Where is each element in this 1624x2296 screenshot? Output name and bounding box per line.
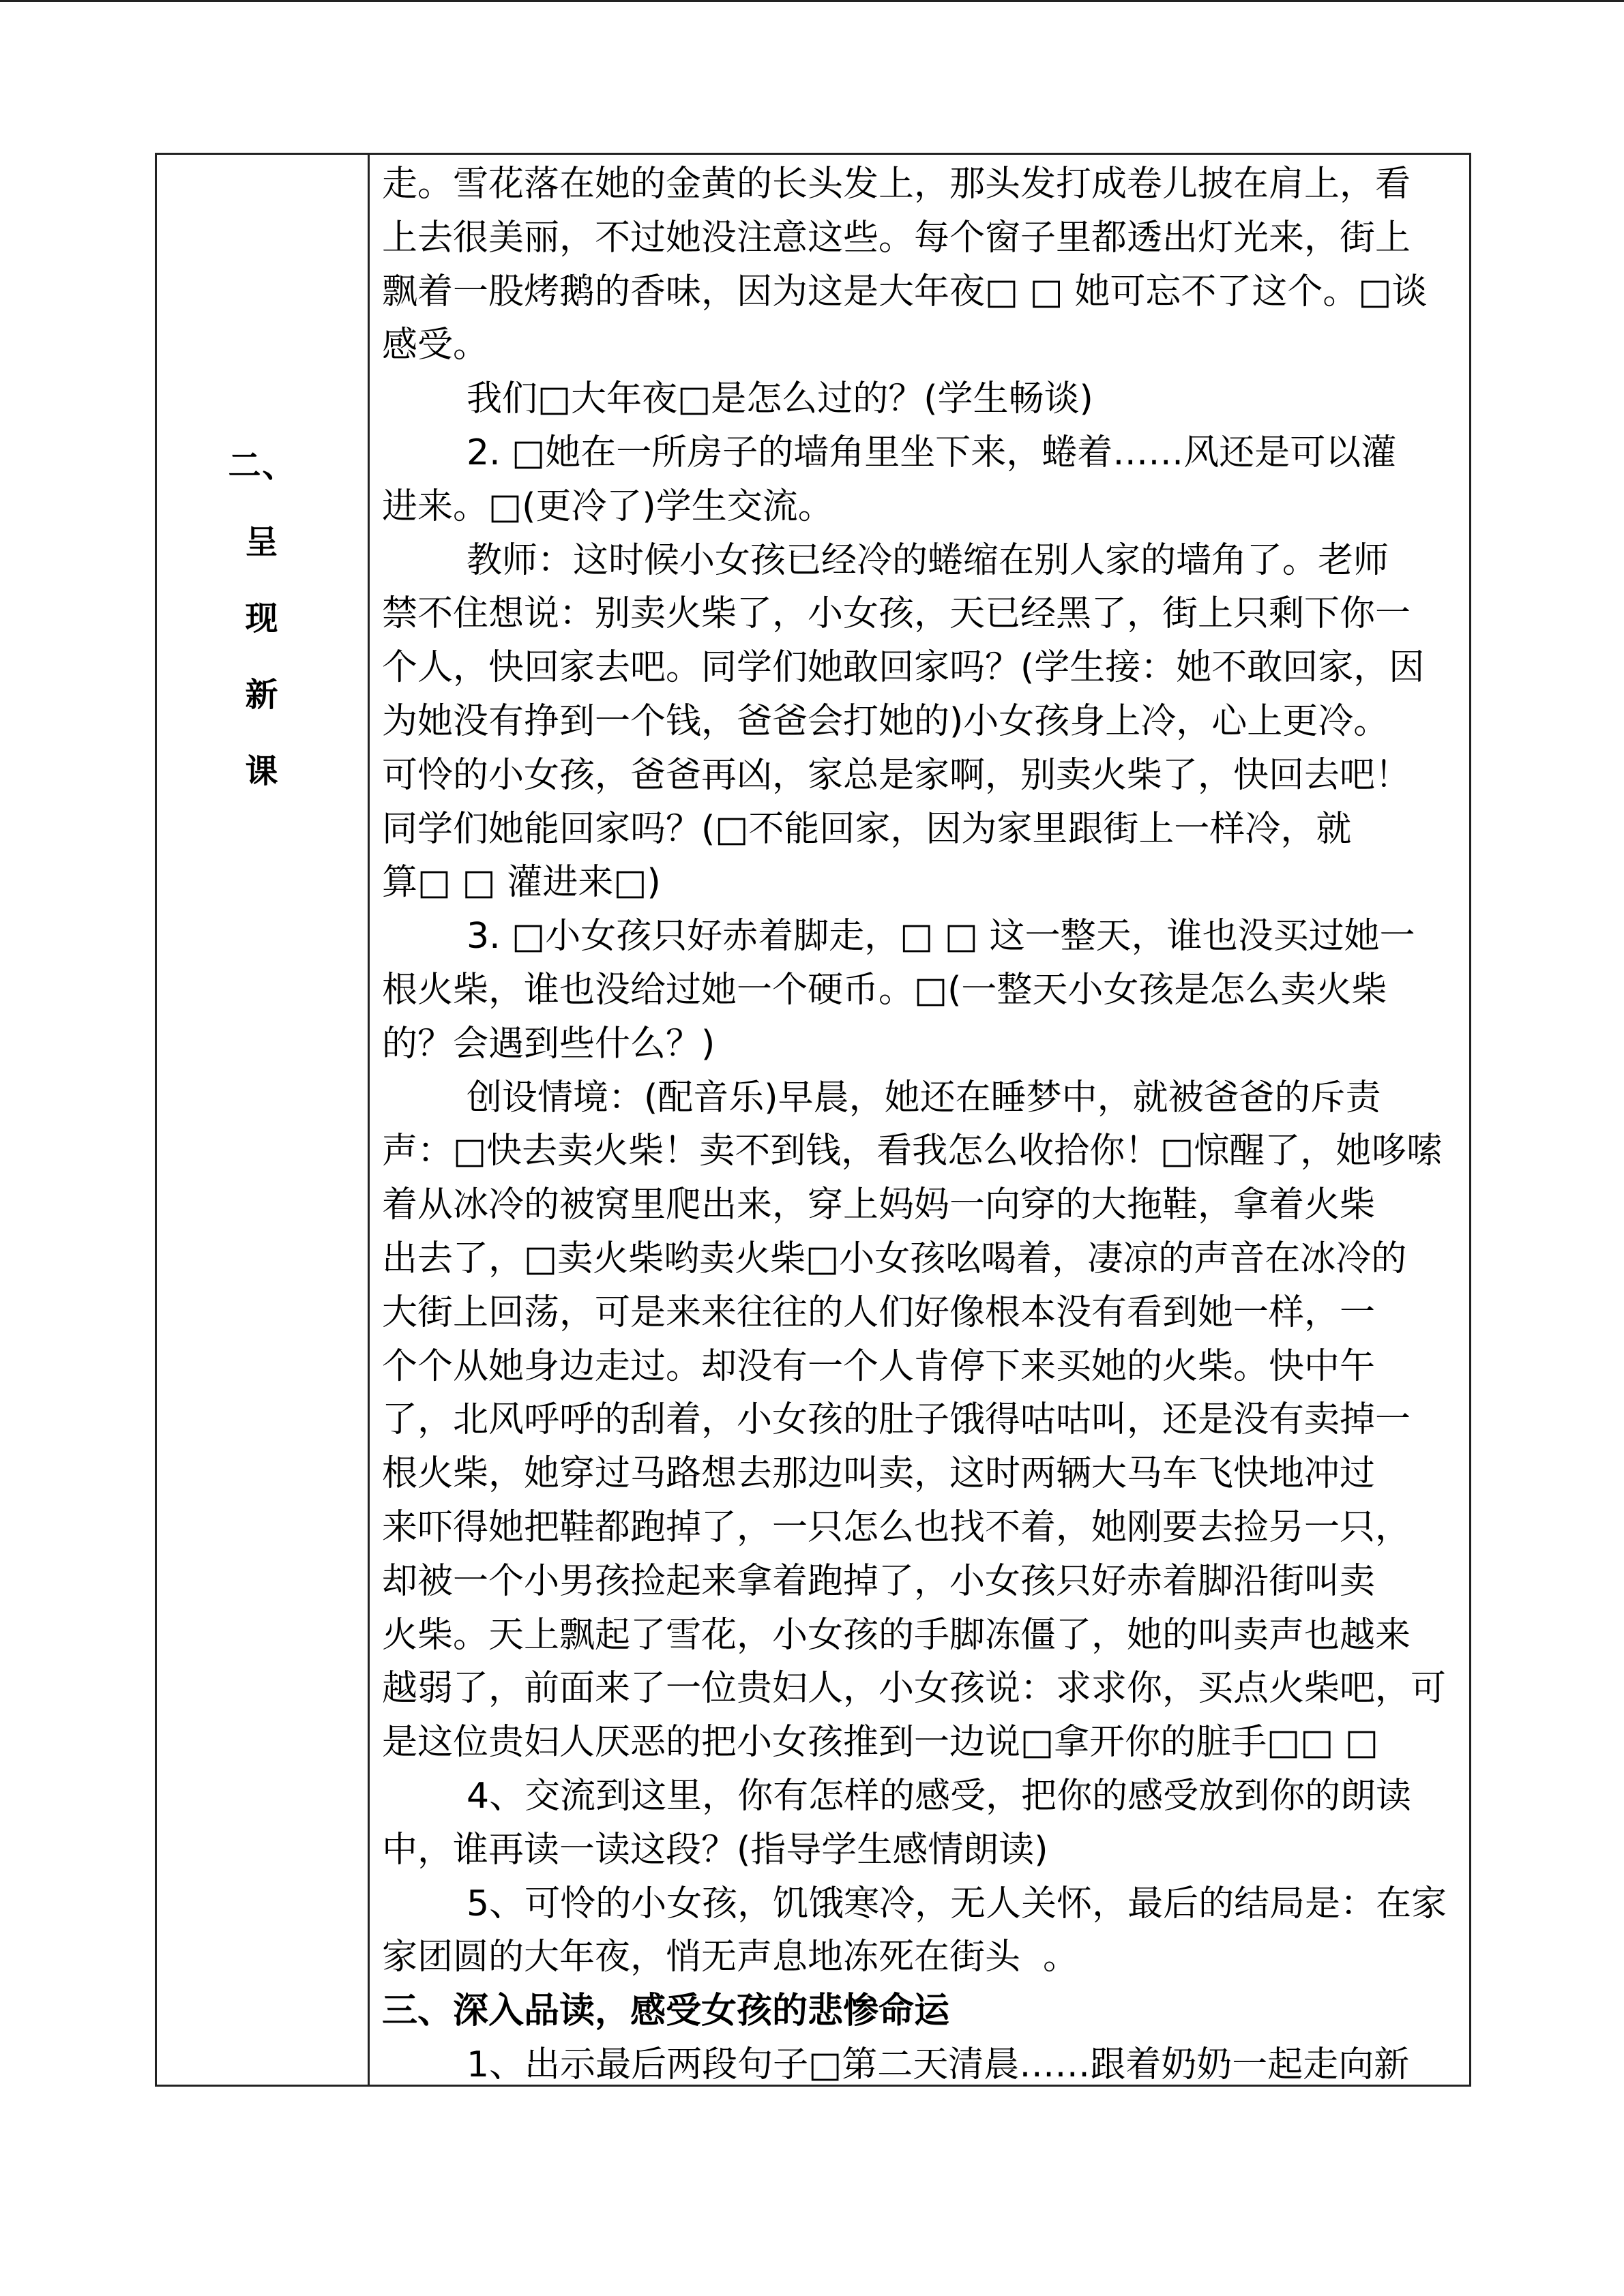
text-line: 创设情境：(配音乐)早晨，她还在睡梦中，就被爸爸的斥责 <box>467 1077 1381 1118</box>
section-label <box>157 428 368 809</box>
section-label-char: 现 <box>245 599 280 638</box>
text-line: 了，北风呼呼的刮着，小女孩的肚子饿得咕咕叫，还是没有卖掉一 <box>382 1399 1411 1441</box>
text-line: 可怜的小女孩，爸爸再凶，家总是家啊，别卖火柴了，快回去吧！ <box>382 754 1411 796</box>
lesson-content <box>382 158 1463 2092</box>
text-line: 着从冰冷的被窝里爬出来，穿上妈妈一向穿的大拖鞋，拿着火柴 <box>382 1184 1376 1226</box>
lesson-plan-table <box>155 153 1471 2087</box>
section-heading: 三、深入品读，感受女孩的悲惨命运 <box>382 1991 950 2032</box>
text-line: 4、交流到这里，你有怎样的感受，把你的感受放到你的朗读 <box>467 1775 1412 1817</box>
text-line: 5、可怜的小女孩，饥饿寒冷，无人关怀，最后的结局是：在家 <box>467 1883 1447 1924</box>
text-line: 中，谁再读一读这段？(指导学生感情朗读) <box>382 1829 1048 1870</box>
text-line: 根火柴，谁也没给过她一个硬币。□(一整天小女孩是怎么卖火柴 <box>382 969 1387 1011</box>
text-line: 算□ □ 灌进来□) <box>382 862 661 904</box>
section-label-char: 课 <box>245 752 280 790</box>
text-line: 禁不住想说：别卖火柴了，小女孩，天已经黑了，街上只剩下你一 <box>382 593 1411 635</box>
text-line: 家团圆的大年夜，悄无声息地冻死在街头 。 <box>382 1937 1079 1978</box>
text-line: 飘着一股烤鹅的香味，因为这是大年夜□ □ 她可忘不了这个。□谈 <box>382 271 1428 312</box>
text-line: 3. □小女孩只好赤着脚走，□ □ 这一整天，谁也没买过她一 <box>467 916 1415 957</box>
text-line: 越弱了，前面来了一位贵妇人，小女孩说：求求你，买点火柴吧，可 <box>382 1668 1447 1710</box>
text-line: 声：□快去卖火柴！卖不到钱，看我怎么收拾你！□惊醒了，她哆嗦 <box>382 1131 1443 1172</box>
text-line: 同学们她能回家吗？(□不能回家，因为家里跟街上一样冷，就 <box>382 808 1352 850</box>
section-label-char: 呈 <box>245 523 280 561</box>
text-line: 1、出示最后两段句子□第二天清晨……跟着奶奶一起走向新 <box>467 2044 1410 2085</box>
text-line: 感受。 <box>382 325 489 366</box>
page-top-rule <box>0 0 1624 2</box>
text-line: 上去很美丽，不过她没注意这些。每个窗子里都透出灯光来，街上 <box>382 217 1411 258</box>
section-label-char: 二、 <box>228 447 297 485</box>
text-line: 我们□大年夜□是怎么过的？(学生畅谈) <box>467 378 1093 420</box>
column-divider <box>368 155 370 2085</box>
text-line: 来吓得她把鞋都跑掉了，一只怎么也找不着，她刚要去捡另一只， <box>382 1506 1411 1548</box>
text-line: 为她没有挣到一个钱，爸爸会打她的)小女孩身上冷，心上更冷。 <box>382 700 1389 742</box>
text-line: 却被一个小男孩捡起来拿着跑掉了，小女孩只好赤着脚沿街叫卖 <box>382 1560 1376 1602</box>
text-line: 进来。□(更冷了)学生交流。 <box>382 486 833 527</box>
text-line: 出去了，□卖火柴哟卖火柴□小女孩吆喝着，凄凉的声音在冰冷的 <box>382 1238 1407 1279</box>
text-line: 走。雪花落在她的金黄的长头发上，那头发打成卷儿披在肩上，看 <box>382 164 1411 205</box>
text-line: 的？会遇到些什么？) <box>382 1023 715 1064</box>
text-line: 2. □她在一所房子的墙角里坐下来，蜷着……风还是可以灌 <box>467 432 1397 473</box>
text-line: 大街上回荡，可是来来往往的人们好像根本没有看到她一样，一 <box>382 1292 1376 1333</box>
text-line: 教师：这时候小女孩已经冷的蜷缩在别人家的墙角了。老师 <box>467 539 1389 581</box>
text-line: 是这位贵妇人厌恶的把小女孩推到一边说□拿开你的脏手□□ □ <box>382 1722 1379 1763</box>
text-line: 个人，快回家去吧。同学们她敢回家吗？(学生接：她不敢回家，因 <box>382 647 1425 689</box>
text-line: 个个从她身边走过。却没有一个人肯停下来买她的火柴。快中午 <box>382 1345 1376 1387</box>
text-line: 火柴。天上飘起了雪花，小女孩的手脚冻僵了，她的叫卖声也越来 <box>382 1614 1411 1656</box>
text-line: 根火柴，她穿过马路想去那边叫卖，这时两辆大马车飞快地冲过 <box>382 1453 1376 1495</box>
section-label-char: 新 <box>245 676 280 714</box>
